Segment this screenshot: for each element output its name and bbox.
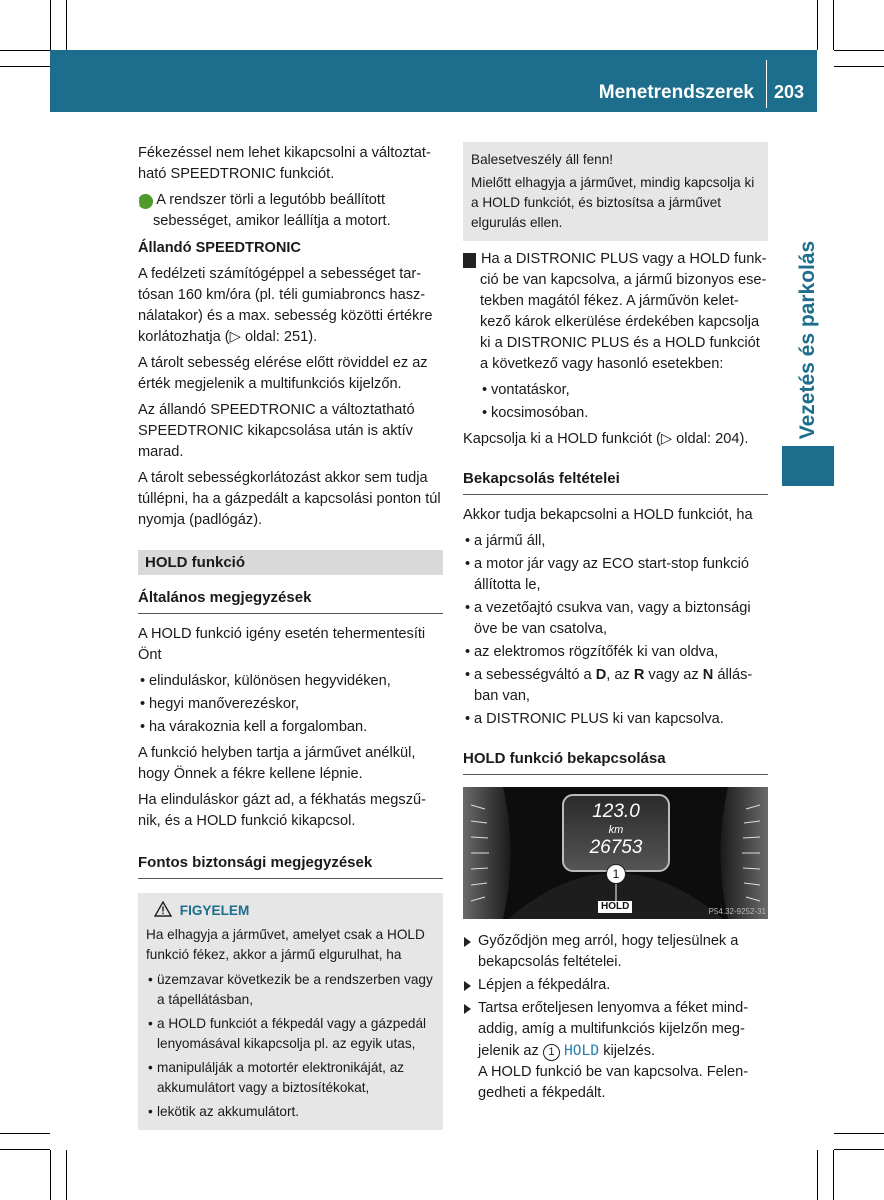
list-item: • a HOLD funkciót a fékpedál vagy a gázpedál lenyomásával kikapcsolja pl. az egyik utas, <box>146 1014 435 1054</box>
section-heading: Általános megjegyzések <box>138 587 443 614</box>
step-item <box>463 975 768 996</box>
crop-mark <box>0 50 50 51</box>
list-item: • hegyi manőverezéskor, <box>138 694 443 715</box>
exclamation-icon: ! <box>463 253 476 268</box>
gear-n: N <box>702 667 714 683</box>
danger-box <box>463 142 768 241</box>
text-span: a sebességváltó a <box>474 667 596 683</box>
chapter-tab-marker <box>782 446 834 486</box>
step-text: Győződjön meg arról, hogy teljesülnek a bekapcsolás feltételei. <box>478 933 739 970</box>
text-span: vagy az <box>644 667 703 683</box>
list-item: • vontatáskor, <box>480 380 768 401</box>
section-heading: HOLD funkció bekapcsolása <box>463 748 768 775</box>
danger-title: Balesetveszély áll fenn! <box>471 152 614 167</box>
list-item <box>463 665 768 707</box>
paragraph: Ha elinduláskor gázt ad, a fékhatás megszű-nik, és a HOLD funkció kikapcsol. <box>138 792 426 829</box>
step-arrow-icon <box>464 981 471 991</box>
chapter-tab-label: Vezetés és parkolás <box>796 240 819 440</box>
warning-text: Ha elhagyja a járművet, amelyet csak a HOLD funkció fékez, akkor a jármű elgurulhat, ha <box>146 927 425 962</box>
list-item: • kocsimosóban. <box>480 403 768 424</box>
gear-d: D <box>595 667 607 683</box>
paragraph: A funkció helyben tartja a járművet anélkül, hogy Önnek a fékre kellene lépnie. <box>138 745 416 782</box>
display-unit: km <box>608 824 624 836</box>
paragraph: A fedélzeti számítógéppel a sebességet tar-tósan 160 km/óra (pl. téli gumiabroncs hasz-nálatakor) és a max. sebesség közötti értékre korlátozhatja (▷ oldal: 251). <box>138 266 433 345</box>
text-span: , az <box>606 667 634 683</box>
text-span: állás-ban van, <box>474 667 753 704</box>
image-code: P54.32-9252-31 <box>708 907 766 916</box>
bullet-list <box>463 380 768 424</box>
step-item <box>463 931 768 973</box>
warning-title: FIGYELEM <box>179 903 250 918</box>
step-arrow-icon <box>464 1004 471 1014</box>
list-item: • ha várakoznia kell a forgalomban. <box>138 717 443 738</box>
callout-number: 1 <box>606 864 626 884</box>
callout-1-icon: 1 <box>543 1044 560 1061</box>
step-item <box>463 998 768 1104</box>
crop-mark <box>834 50 884 51</box>
bullet-list <box>138 671 443 738</box>
hold-display-text: HOLD <box>563 1042 600 1059</box>
warning-header <box>146 901 435 921</box>
list-item: • manipulálják a motortér elektronikáját, az akkumulátort vagy a biztosítékokat, <box>146 1058 435 1098</box>
info-note-text: A rendszer törli a legutóbb beállított sebességet, amikor leállítja a motort. <box>153 192 391 229</box>
info-icon: i <box>138 194 153 209</box>
crop-mark <box>833 0 834 50</box>
paragraph: A tárolt sebesség elérése előtt röviddel ez az érték megjelenik a multifunkciós kijelzőn. <box>138 355 428 392</box>
crop-mark <box>66 0 67 50</box>
crop-mark <box>50 1150 51 1200</box>
header-divider <box>766 60 767 108</box>
display-odometer: 26753 <box>589 837 643 858</box>
section-heading: Bekapcsolás feltételei <box>463 468 768 495</box>
list-item: • üzemzavar következik be a rendszerben vagy a tápellátásban, <box>146 970 435 1010</box>
paragraph: Az állandó SPEEDTRONIC a változtatható SPEEDTRONIC kikapcsolása után is aktív marad. <box>138 402 415 460</box>
crop-mark <box>833 1150 834 1200</box>
notice-text: Ha a DISTRONIC PLUS vagy a HOLD funk-ció be van kapcsolva, a jármű bizonyos ese-tekben magától fékez. A járművön kelet-kező károk elkerülése érdekében kapcsolja ki a DISTRONIC PLUS és a HOLD funkciót a következő vagy hasonló esetekben: <box>480 251 767 372</box>
paragraph: Fékezéssel nem lehet kikapcsolni a változtat-ható SPEEDTRONIC funkciót. <box>138 145 431 182</box>
crop-mark <box>817 0 818 50</box>
page-number: 203 <box>774 82 805 102</box>
crop-mark <box>0 66 50 67</box>
instrument-display-image <box>463 787 768 919</box>
paragraph: Akkor tudja bekapcsolni a HOLD funkciót, ha <box>463 507 753 523</box>
warning-box <box>138 893 443 1130</box>
info-note <box>135 190 443 232</box>
warning-triangle-icon <box>154 901 172 917</box>
left-column <box>135 143 443 536</box>
step-text: Lépjen a fékpedálra. <box>478 977 611 993</box>
step-list <box>463 931 768 1104</box>
list-item: • a jármű áll, <box>463 531 768 552</box>
list-item: • elinduláskor, különösen hegyvidéken, <box>138 671 443 692</box>
crop-mark <box>50 0 51 50</box>
list-item: • a DISTRONIC PLUS ki van kapcsolva. <box>463 709 768 730</box>
notice-paragraph <box>459 249 768 375</box>
list-item: • a motor jár vagy az ECO start-stop funkció állította le, <box>463 554 768 596</box>
crop-mark <box>817 1150 818 1200</box>
section-bar: HOLD funkció <box>138 550 443 575</box>
step-text: kijelzés. <box>603 1043 656 1059</box>
crop-mark <box>66 1150 67 1200</box>
subheading: Állandó SPEEDTRONIC <box>138 240 301 256</box>
paragraph: Kapcsolja ki a HOLD funkciót (▷ oldal: 204). <box>463 431 749 447</box>
step-result: A HOLD funkció be van kapcsolva. Felen-gedheti a fékpedált. <box>478 1064 749 1101</box>
hold-label: HOLD <box>598 901 632 913</box>
display-speed: 123.0 <box>592 801 640 822</box>
crop-mark <box>0 1149 50 1150</box>
section-heading: Fontos biztonsági megjegyzések <box>138 852 443 879</box>
crop-mark <box>834 66 884 67</box>
list-item: • lekötik az akkumulátort. <box>146 1102 435 1122</box>
crop-mark <box>0 1133 50 1134</box>
list-item: • a vezetőajtó csukva van, vagy a biztonsági öve be van csatolva, <box>463 598 768 640</box>
crop-mark <box>834 1149 884 1150</box>
list-item: • az elektromos rögzítőfék ki van oldva, <box>463 642 768 663</box>
right-column <box>459 142 768 1106</box>
warning-bullets <box>146 970 435 1122</box>
step-arrow-icon <box>464 937 471 947</box>
conditions-list <box>463 531 768 730</box>
left-column-hold <box>138 550 443 1130</box>
step-text: Tartsa erőteljesen lenyomva a féket mind-addig, amíg a multifunkciós kijelzőn meg-jelenik az <box>478 1000 749 1059</box>
gear-r: R <box>633 667 645 683</box>
crop-mark <box>834 1133 884 1134</box>
paragraph: A tárolt sebességkorlátozást akkor sem tudja túllépni, ha a gázpedált a kapcsolási ponton túl nyomja (padlógáz). <box>138 470 441 528</box>
section-title: Menetrendszerek <box>598 82 754 103</box>
danger-text: Mielőtt elhagyja a járművet, mindig kapcsolja ki a HOLD funkciót, és biztosítsa a járművet elgurulás ellen. <box>471 175 755 230</box>
paragraph: A HOLD funkció igény esetén tehermentesíti Önt <box>138 626 426 663</box>
